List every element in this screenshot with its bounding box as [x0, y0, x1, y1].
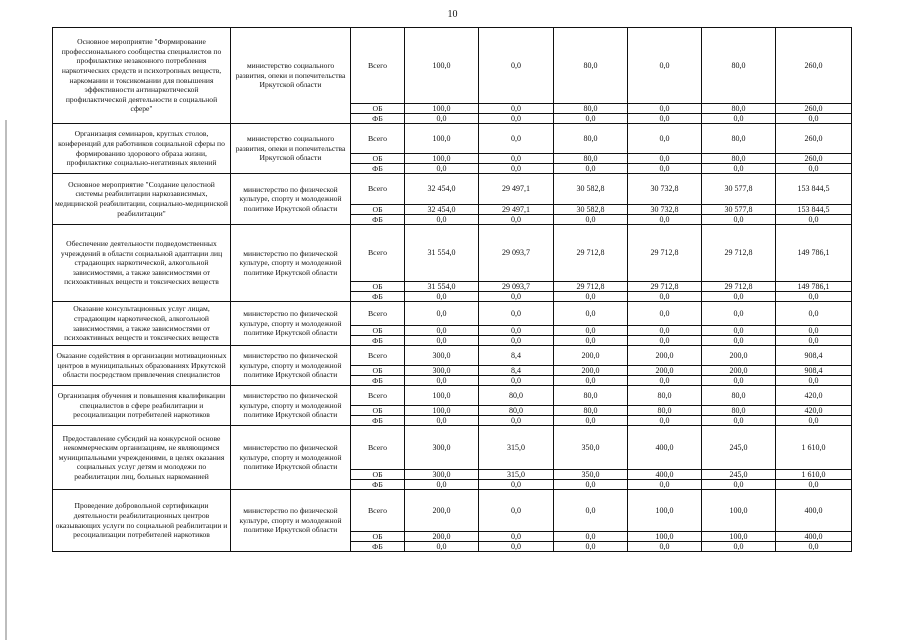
amount-cell: 245,0: [702, 426, 776, 470]
amount-total-cell: 0,0: [776, 480, 852, 490]
amount-cell: 0,0: [554, 215, 628, 225]
amount-cell: 0,0: [554, 164, 628, 174]
funding-source: Всего: [351, 386, 405, 406]
amount-cell: 0,0: [405, 416, 479, 426]
amount-cell: 31 554,0: [405, 225, 479, 282]
amount-cell: 80,0: [554, 406, 628, 416]
amount-cell: 0,0: [479, 114, 554, 124]
amount-cell: 0,0: [628, 416, 702, 426]
amount-total-cell: 0,0: [776, 336, 852, 346]
page-number: 10: [447, 9, 458, 20]
responsible-executor: министерство по физической культуре, спорту и молодежной политике Иркутской области: [231, 346, 351, 386]
amount-cell: 0,0: [554, 114, 628, 124]
amount-cell: 0,0: [405, 480, 479, 490]
amount-cell: 8,4: [479, 346, 554, 366]
amount-cell: 80,0: [554, 124, 628, 154]
table-body: [53, 28, 852, 552]
amount-cell: 0,0: [479, 154, 554, 164]
amount-cell: 100,0: [405, 28, 479, 104]
amount-cell: 0,0: [628, 542, 702, 552]
amount-cell: 0,0: [628, 302, 702, 326]
amount-cell: 200,0: [554, 346, 628, 366]
amount-total-cell: 400,0: [776, 490, 852, 532]
amount-total-cell: 0,0: [776, 215, 852, 225]
activity-name: Основное мероприятие "Формирование профессионального сообщества специалистов по профилактике незаконного потребления наркотических средств и психотропных веществ, наркомании и токсикомании для повышения эффективности антинаркотической профилактической деятельности в социальной сфере": [53, 28, 231, 124]
amount-cell: 80,0: [479, 386, 554, 406]
amount-cell: 32 454,0: [405, 174, 479, 205]
amount-cell: 0,0: [554, 302, 628, 326]
amount-total-cell: 149 786,1: [776, 225, 852, 282]
activity-name: Основное мероприятие "Создание целостной системы реабилитации наркозависимых, медицинской реабилитации, социально-медицинской реабилитации": [53, 174, 231, 225]
amount-cell: 0,0: [554, 542, 628, 552]
amount-cell: 0,0: [702, 336, 776, 346]
funding-source: Всего: [351, 346, 405, 366]
amount-cell: 400,0: [628, 426, 702, 470]
amount-cell: 100,0: [702, 532, 776, 542]
amount-cell: 0,0: [702, 416, 776, 426]
amount-cell: 0,0: [628, 336, 702, 346]
activity-row: [53, 490, 852, 532]
scan-shadow-line: [5, 120, 7, 640]
amount-cell: 0,0: [479, 480, 554, 490]
responsible-executor: министерство социального развития, опеки и попечительства Иркутской области: [231, 124, 351, 174]
amount-cell: 0,0: [479, 490, 554, 532]
amount-cell: 200,0: [405, 532, 479, 542]
amount-cell: 0,0: [702, 164, 776, 174]
amount-cell: 0,0: [702, 302, 776, 326]
amount-cell: 0,0: [702, 114, 776, 124]
funding-source: Всего: [351, 28, 405, 104]
amount-total-cell: 1 610,0: [776, 426, 852, 470]
funding-source: ОБ: [351, 326, 405, 336]
amount-cell: 350,0: [554, 426, 628, 470]
responsible-executor: министерство по физической культуре, спорту и молодежной политике Иркутской области: [231, 302, 351, 346]
amount-cell: 100,0: [405, 406, 479, 416]
amount-cell: 31 554,0: [405, 282, 479, 292]
amount-cell: 0,0: [479, 302, 554, 326]
amount-cell: 200,0: [405, 490, 479, 532]
amount-cell: 200,0: [702, 366, 776, 376]
amount-cell: 350,0: [554, 470, 628, 480]
activity-row: [53, 225, 852, 282]
responsible-executor: министерство по физической культуре, спорту и молодежной политике Иркутской области: [231, 426, 351, 490]
funding-source: ФБ: [351, 215, 405, 225]
amount-cell: 30 582,8: [554, 174, 628, 205]
amount-cell: 100,0: [628, 532, 702, 542]
amount-total-cell: 0,0: [776, 326, 852, 336]
amount-cell: 315,0: [479, 426, 554, 470]
amount-cell: 29 712,8: [628, 282, 702, 292]
activity-name: Предоставление субсидий на конкурсной основе некоммерческим организациям, не являющимся муниципальными учреждениями, в целях оказания социальных услуг детям и молодежи по реабилитации лиц, больных наркоманией: [53, 426, 231, 490]
amount-cell: 300,0: [405, 470, 479, 480]
amount-cell: 100,0: [405, 124, 479, 154]
funding-source: ФБ: [351, 376, 405, 386]
amount-cell: 0,0: [405, 215, 479, 225]
amount-cell: 0,0: [628, 124, 702, 154]
amount-cell: 0,0: [554, 336, 628, 346]
amount-cell: 0,0: [628, 215, 702, 225]
funding-source: ОБ: [351, 406, 405, 416]
amount-cell: 0,0: [554, 416, 628, 426]
funding-source: ОБ: [351, 282, 405, 292]
amount-cell: 0,0: [405, 336, 479, 346]
amount-cell: 0,0: [405, 542, 479, 552]
amount-cell: 0,0: [554, 490, 628, 532]
amount-cell: 200,0: [628, 346, 702, 366]
amount-cell: 29 712,8: [702, 282, 776, 292]
amount-cell: 300,0: [405, 426, 479, 470]
funding-source: ОБ: [351, 104, 405, 114]
amount-total-cell: 260,0: [776, 154, 852, 164]
amount-cell: 80,0: [702, 124, 776, 154]
responsible-executor: министерство социального развития, опеки и попечительства Иркутской области: [231, 28, 351, 124]
amount-cell: 29 093,7: [479, 282, 554, 292]
funding-source: ФБ: [351, 114, 405, 124]
amount-cell: 80,0: [702, 104, 776, 114]
funding-source: Всего: [351, 302, 405, 326]
amount-total-cell: 908,4: [776, 346, 852, 366]
amount-cell: 0,0: [628, 114, 702, 124]
activity-name: Оказание консультационных услуг лицам, страдающим наркотической, алкогольной зависимостями, а также зависимостями от психоактивных веществ и токсических веществ: [53, 302, 231, 346]
funding-source: ОБ: [351, 470, 405, 480]
amount-cell: 0,0: [479, 532, 554, 542]
amount-cell: 0,0: [479, 104, 554, 114]
amount-cell: 0,0: [479, 164, 554, 174]
amount-cell: 29 497,1: [479, 205, 554, 215]
amount-cell: 80,0: [554, 386, 628, 406]
amount-cell: 0,0: [702, 376, 776, 386]
funding-source: ОБ: [351, 366, 405, 376]
amount-total-cell: 400,0: [776, 532, 852, 542]
amount-total-cell: 153 844,5: [776, 174, 852, 205]
funding-source: ОБ: [351, 154, 405, 164]
amount-cell: 80,0: [628, 406, 702, 416]
amount-cell: 0,0: [628, 104, 702, 114]
amount-cell: 30 577,8: [702, 205, 776, 215]
amount-cell: 80,0: [702, 406, 776, 416]
amount-cell: 0,0: [405, 164, 479, 174]
amount-total-cell: 0,0: [776, 416, 852, 426]
amount-cell: 0,0: [405, 376, 479, 386]
amount-cell: 0,0: [628, 292, 702, 302]
activity-name: Обеспечение деятельности подведомственных учреждений в области социальной адаптации лиц страдающих наркотической, алкогольной зависимостями, а также зависимостями от психоактивных веществ и токсических веществ: [53, 225, 231, 302]
amount-total-cell: 0,0: [776, 542, 852, 552]
amount-cell: 200,0: [628, 366, 702, 376]
amount-cell: 0,0: [702, 215, 776, 225]
funding-source: Всего: [351, 174, 405, 205]
amount-cell: 29 712,8: [554, 225, 628, 282]
amount-total-cell: 0,0: [776, 302, 852, 326]
amount-cell: 0,0: [479, 376, 554, 386]
funding-source: Всего: [351, 124, 405, 154]
amount-cell: 0,0: [554, 326, 628, 336]
amount-cell: 0,0: [479, 416, 554, 426]
amount-cell: 8,4: [479, 366, 554, 376]
amount-total-cell: 149 786,1: [776, 282, 852, 292]
activity-name: Проведение добровольной сертификации деятельности реабилитационных центров оказывающих услуги по социальной реабилитации и ресоциализации потребителей наркотиков: [53, 490, 231, 552]
funding-source: Всего: [351, 490, 405, 532]
funding-source: Всего: [351, 225, 405, 282]
responsible-executor: министерство по физической культуре, спорту и молодежной политике Иркутской области: [231, 490, 351, 552]
funding-source: ФБ: [351, 480, 405, 490]
amount-cell: 0,0: [405, 114, 479, 124]
amount-cell: 80,0: [702, 154, 776, 164]
responsible-executor: министерство по физической культуре, спорту и молодежной политике Иркутской области: [231, 225, 351, 302]
amount-cell: 80,0: [702, 386, 776, 406]
amount-cell: 30 582,8: [554, 205, 628, 215]
amount-total-cell: 153 844,5: [776, 205, 852, 215]
amount-cell: 29 093,7: [479, 225, 554, 282]
amount-cell: 0,0: [628, 326, 702, 336]
amount-cell: 0,0: [702, 326, 776, 336]
amount-cell: 30 732,8: [628, 174, 702, 205]
amount-cell: 100,0: [702, 490, 776, 532]
amount-cell: 32 454,0: [405, 205, 479, 215]
amount-total-cell: 420,0: [776, 386, 852, 406]
amount-cell: 0,0: [628, 164, 702, 174]
activity-name: Организация семинаров, круглых столов, конференций для работников социальной сферы по формированию здорового образа жизни, профилактике социально-негативных явлений: [53, 124, 231, 174]
funding-source: Всего: [351, 426, 405, 470]
amount-cell: 80,0: [554, 28, 628, 104]
activity-row: [53, 124, 852, 154]
amount-cell: 0,0: [479, 336, 554, 346]
amount-cell: 0,0: [702, 480, 776, 490]
amount-total-cell: 0,0: [776, 164, 852, 174]
amount-cell: 29 712,8: [628, 225, 702, 282]
amount-cell: 315,0: [479, 470, 554, 480]
amount-cell: 0,0: [628, 154, 702, 164]
funding-source: ФБ: [351, 292, 405, 302]
responsible-executor: министерство по физической культуре, спорту и молодежной политике Иркутской области: [231, 174, 351, 225]
amount-cell: 100,0: [405, 154, 479, 164]
amount-cell: 80,0: [554, 104, 628, 114]
amount-cell: 0,0: [479, 326, 554, 336]
amount-cell: 100,0: [405, 386, 479, 406]
amount-cell: 80,0: [702, 28, 776, 104]
activity-name: Организация обучения и повышения квалификации специалистов в сфере реабилитации и ресоциализации потребителей наркотиков: [53, 386, 231, 426]
amount-cell: 0,0: [479, 28, 554, 104]
amount-total-cell: 260,0: [776, 124, 852, 154]
funding-source: ОБ: [351, 205, 405, 215]
activity-row: [53, 174, 852, 205]
amount-cell: 0,0: [554, 292, 628, 302]
activity-row: [53, 426, 852, 470]
activity-row: [53, 302, 852, 326]
amount-cell: 0,0: [479, 215, 554, 225]
amount-cell: 0,0: [702, 292, 776, 302]
amount-cell: 0,0: [702, 542, 776, 552]
amount-cell: 0,0: [554, 480, 628, 490]
amount-total-cell: 0,0: [776, 376, 852, 386]
amount-cell: 80,0: [479, 406, 554, 416]
amount-cell: 0,0: [405, 292, 479, 302]
amount-cell: 0,0: [628, 28, 702, 104]
amount-cell: 30 732,8: [628, 205, 702, 215]
responsible-executor: министерство по физической культуре, спорту и молодежной политике Иркутской области: [231, 386, 351, 426]
amount-cell: 80,0: [554, 154, 628, 164]
amount-cell: 200,0: [554, 366, 628, 376]
amount-cell: 245,0: [702, 470, 776, 480]
amount-cell: 0,0: [405, 302, 479, 326]
amount-cell: 0,0: [628, 480, 702, 490]
amount-cell: 0,0: [479, 292, 554, 302]
amount-cell: 300,0: [405, 366, 479, 376]
amount-cell: 29 712,8: [702, 225, 776, 282]
funding-source: ОБ: [351, 532, 405, 542]
amount-cell: 100,0: [628, 490, 702, 532]
funding-source: ФБ: [351, 416, 405, 426]
amount-cell: 0,0: [479, 124, 554, 154]
amount-cell: 29 497,1: [479, 174, 554, 205]
amount-cell: 0,0: [554, 532, 628, 542]
amount-cell: 400,0: [628, 470, 702, 480]
amount-total-cell: 0,0: [776, 292, 852, 302]
activity-name: Оказание содействия в организации мотивационных центров в муниципальных образованиях Иркутской области посредством привлечения специалистов: [53, 346, 231, 386]
amount-cell: 30 577,8: [702, 174, 776, 205]
amount-cell: 29 712,8: [554, 282, 628, 292]
amount-cell: 80,0: [628, 386, 702, 406]
amount-total-cell: 260,0: [776, 104, 852, 114]
funding-source: ФБ: [351, 164, 405, 174]
amount-cell: 200,0: [702, 346, 776, 366]
amount-total-cell: 0,0: [776, 114, 852, 124]
amount-cell: 0,0: [628, 376, 702, 386]
amount-cell: 0,0: [405, 326, 479, 336]
activity-row: [53, 28, 852, 104]
funding-source: ФБ: [351, 336, 405, 346]
amount-cell: 100,0: [405, 104, 479, 114]
program-activities-table: [52, 27, 852, 552]
amount-cell: 300,0: [405, 346, 479, 366]
amount-total-cell: 908,4: [776, 366, 852, 376]
activity-row: [53, 346, 852, 366]
funding-source: ФБ: [351, 542, 405, 552]
amount-cell: 0,0: [479, 542, 554, 552]
amount-total-cell: 1 610,0: [776, 470, 852, 480]
activity-row: [53, 386, 852, 406]
amount-total-cell: 260,0: [776, 28, 852, 104]
amount-total-cell: 420,0: [776, 406, 852, 416]
amount-cell: 0,0: [554, 376, 628, 386]
